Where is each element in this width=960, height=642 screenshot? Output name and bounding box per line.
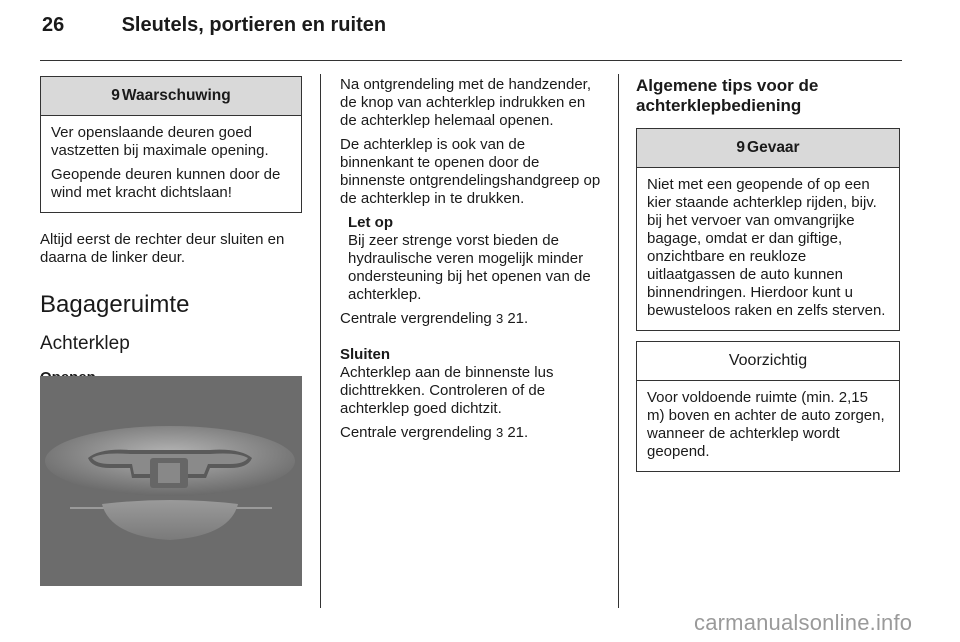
warning-icon: 9 (111, 87, 120, 104)
danger-box (636, 128, 900, 331)
column-divider-1 (320, 74, 321, 608)
page-header (42, 14, 386, 37)
column-2 (340, 76, 602, 448)
danger-box-title: Gevaar (747, 139, 800, 156)
tailgate-handle-illustration (40, 376, 302, 586)
note-block (340, 214, 602, 304)
reference-2-text: Centrale vergrendeling (340, 424, 492, 441)
tips-heading: Algemene tips voor de achterklepbediening (636, 76, 819, 115)
closing-paragraph: Achterklep aan de binnenste lus dichttrekken. Controleren of de achterklep goed dichtzit. (340, 364, 554, 417)
page-ref-arrow-icon: 3 (495, 311, 504, 326)
column-1 (40, 76, 302, 395)
reference-1[interactable] (340, 310, 602, 328)
caution-box-body (637, 381, 899, 471)
note-title: Let op (348, 214, 393, 231)
watermark: carmanualsonline.info (694, 610, 913, 635)
danger-box-body (637, 168, 899, 330)
subsection-heading-achterklep: Achterklep (40, 333, 130, 354)
column-divider-2 (618, 74, 619, 608)
caution-box (636, 341, 900, 472)
warning-box-body (41, 116, 301, 212)
caution-box-header (637, 342, 899, 381)
warning-box (40, 76, 302, 213)
reference-1-page: 21. (507, 310, 529, 327)
column-3 (636, 76, 900, 472)
warning-box-title: Waarschuwing (121, 87, 231, 104)
door-close-paragraph: Altijd eerst de rechter deur sluiten en daarna de linker deur. (40, 231, 285, 266)
caution-text: Voor voldoende ruimte (min. 2,15 m) boven en achter de auto zorgen, wanneer de achterklep wordt geopend. (647, 389, 885, 460)
warning-text-1: Ver openslaande deuren goed vastzetten bij maximale opening. (51, 124, 269, 159)
header-rule (40, 60, 902, 61)
note-text: Bij zeer strenge vorst bieden de hydraulische veren mogelijk minder ondersteuning bij het openen van de achterklep. (348, 232, 591, 303)
inside-opening-paragraph: De achterklep is ook van de binnenkant te openen door de binnenste ontgrendelingshandgreep op de achterklep in te drukken. (340, 136, 601, 207)
warning-box-header (41, 77, 301, 116)
page-number: 26 (42, 14, 65, 36)
reference-2-page: 21. (507, 424, 529, 441)
opening-paragraph: Na ontgrendeling met de handzender, de knop van achterklep indrukken en de achterklep helemaal openen. (340, 76, 592, 129)
caution-box-title: Voorzichtig (728, 352, 808, 369)
reference-1-text: Centrale vergrendeling (340, 310, 492, 327)
danger-box-header (637, 129, 899, 168)
section-heading-bagageruimte: Bagageruimte (40, 291, 190, 318)
danger-icon: 9 (736, 139, 746, 156)
reference-2[interactable] (340, 424, 602, 442)
tailgate-handle-drawing (40, 376, 302, 586)
warning-text-2: Geopende deuren kunnen door de wind met kracht dichtslaan! (51, 166, 281, 201)
page-ref-arrow-icon: 3 (495, 425, 504, 440)
page-title: Sleutels, portieren en ruiten (121, 14, 387, 36)
subheading-sluiten: Sluiten (340, 346, 391, 363)
danger-text: Niet met een geopende of op een kier staande achterklep rijden, bijv. bij het vervoer van omvangrijke bagage, omdat er dan giftige, onzichtbare en reukloze uitlaatgassen de auto kunnen binnendringen. Hierdoor kunt u bewusteloos raken en zelfs sterven. (647, 176, 886, 319)
